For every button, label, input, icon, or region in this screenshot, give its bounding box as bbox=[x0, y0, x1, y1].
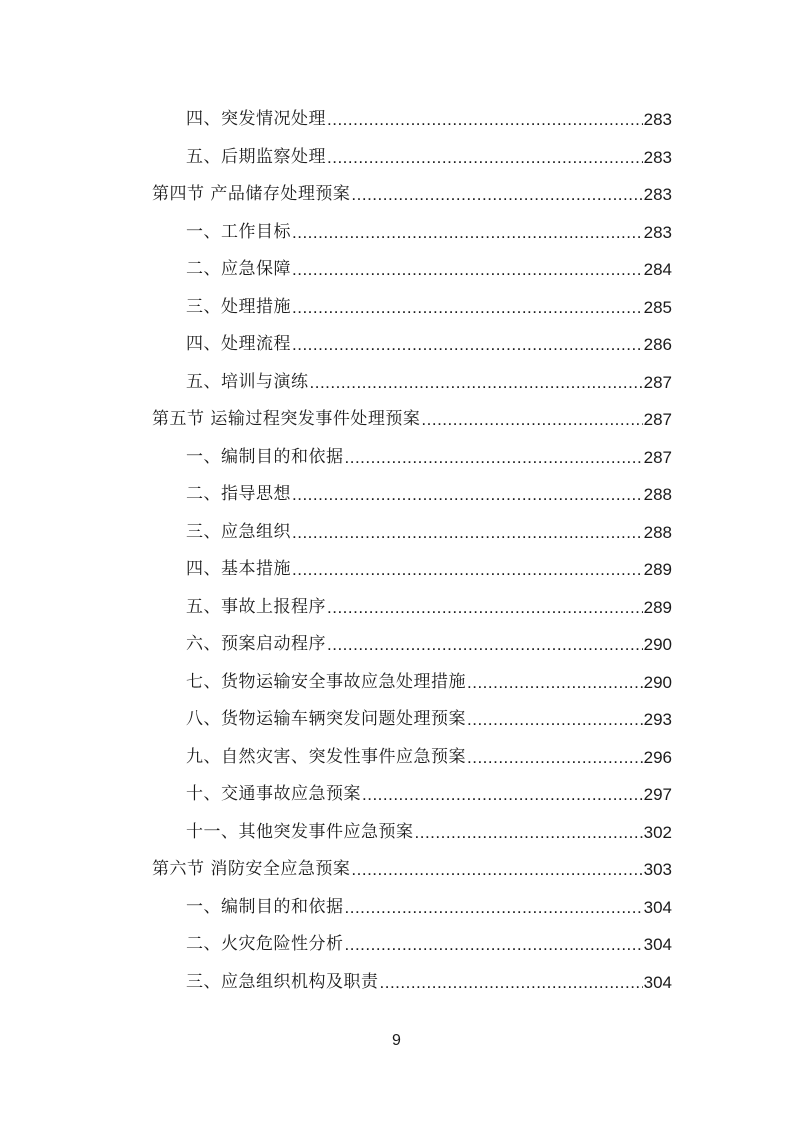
toc-entry-page: 288 bbox=[643, 485, 672, 504]
toc-entry[interactable] bbox=[152, 289, 672, 327]
toc-entry-page: 304 bbox=[643, 935, 672, 954]
toc-entry[interactable] bbox=[152, 814, 672, 852]
dot-leader bbox=[292, 514, 643, 552]
dot-leader bbox=[292, 289, 643, 327]
toc-entry[interactable] bbox=[152, 364, 672, 402]
dot-leader bbox=[292, 326, 643, 364]
dot-leader bbox=[351, 851, 642, 889]
toc-entry[interactable] bbox=[152, 739, 672, 777]
toc-entry-page: 303 bbox=[643, 860, 672, 879]
dot-leader bbox=[415, 814, 643, 852]
dot-leader bbox=[345, 439, 643, 477]
toc-entry-label: 三、应急组织机构及职责 bbox=[186, 971, 379, 992]
toc-entry[interactable] bbox=[152, 326, 672, 364]
toc-entry-label: 一、编制目的和依据 bbox=[186, 446, 344, 467]
toc-entry[interactable] bbox=[152, 589, 672, 627]
toc-entry-label: 三、处理措施 bbox=[186, 296, 291, 317]
table-of-contents bbox=[152, 101, 672, 1001]
toc-entry-label: 六、预案启动程序 bbox=[186, 634, 326, 654]
toc-entry-page: 289 bbox=[643, 597, 672, 617]
toc-entry-page: 287 bbox=[643, 372, 672, 392]
toc-entry-page: 287 bbox=[643, 410, 672, 429]
toc-entry-page: 283 bbox=[643, 147, 672, 167]
toc-entry-label: 十一、其他突发事件应急预案 bbox=[186, 821, 414, 842]
toc-entry-page: 304 bbox=[643, 897, 672, 917]
toc-section-entry[interactable] bbox=[152, 851, 672, 889]
toc-entry-label: 一、工作目标 bbox=[186, 221, 291, 242]
toc-entry-page: 284 bbox=[643, 260, 672, 279]
toc-entry-page: 293 bbox=[643, 710, 672, 729]
toc-entry[interactable] bbox=[152, 139, 672, 177]
toc-entry-label: 七、货物运输安全事故应急处理措施 bbox=[186, 671, 466, 692]
toc-entry-label: 二、应急保障 bbox=[186, 259, 291, 279]
dot-leader bbox=[345, 889, 643, 927]
toc-entry-label: 五、后期监察处理 bbox=[186, 146, 326, 167]
toc-entry-label: 二、火灾危险性分析 bbox=[186, 934, 344, 954]
toc-entry-label: 八、货物运输车辆突发问题处理预案 bbox=[186, 709, 466, 729]
toc-entry-label: 一、编制目的和依据 bbox=[186, 896, 344, 917]
dot-leader bbox=[467, 701, 643, 739]
toc-section-entry[interactable] bbox=[152, 176, 672, 214]
dot-leader bbox=[292, 551, 643, 589]
dot-leader bbox=[327, 101, 643, 139]
page-number: 9 bbox=[392, 1032, 401, 1049]
toc-entry[interactable] bbox=[152, 664, 672, 702]
toc-entry[interactable] bbox=[152, 439, 672, 477]
toc-entry-page: 290 bbox=[643, 635, 672, 654]
toc-entry[interactable] bbox=[152, 251, 672, 289]
dot-leader bbox=[351, 176, 642, 214]
dot-leader bbox=[327, 626, 643, 664]
toc-entry-page: 283 bbox=[643, 185, 672, 204]
toc-entry[interactable] bbox=[152, 514, 672, 552]
dot-leader bbox=[327, 139, 643, 177]
toc-entry-label: 四、处理流程 bbox=[186, 334, 291, 354]
toc-entry-page: 297 bbox=[643, 785, 672, 804]
toc-entry-label: 三、应急组织 bbox=[186, 521, 291, 542]
dot-leader bbox=[380, 964, 643, 1002]
toc-entry-page: 283 bbox=[643, 222, 672, 242]
dot-leader bbox=[292, 251, 643, 289]
toc-entry-page: 283 bbox=[643, 110, 672, 129]
dot-leader bbox=[327, 589, 643, 627]
toc-entry-page: 286 bbox=[643, 335, 672, 354]
toc-entry-page: 296 bbox=[643, 747, 672, 767]
toc-entry-page: 304 bbox=[643, 972, 672, 992]
toc-entry-label: 二、指导思想 bbox=[186, 484, 291, 504]
toc-entry[interactable] bbox=[152, 626, 672, 664]
toc-entry[interactable] bbox=[152, 214, 672, 252]
dot-leader bbox=[467, 739, 643, 777]
toc-entry-label: 九、自然灾害、突发性事件应急预案 bbox=[186, 746, 466, 767]
toc-entry[interactable] bbox=[152, 476, 672, 514]
toc-entry-page: 290 bbox=[643, 672, 672, 692]
dot-leader bbox=[292, 476, 643, 514]
dot-leader bbox=[345, 926, 643, 964]
toc-entry[interactable] bbox=[152, 551, 672, 589]
toc-entry-label: 五、事故上报程序 bbox=[186, 596, 326, 617]
toc-entry-page: 288 bbox=[643, 522, 672, 542]
dot-leader bbox=[467, 664, 643, 702]
toc-entry-label: 第六节 消防安全应急预案 bbox=[152, 859, 351, 879]
dot-leader bbox=[310, 364, 643, 402]
toc-entry[interactable] bbox=[152, 776, 672, 814]
dot-leader bbox=[421, 401, 642, 439]
toc-entry[interactable] bbox=[152, 926, 672, 964]
toc-entry-page: 287 bbox=[643, 447, 672, 467]
toc-entry-page: 302 bbox=[643, 822, 672, 842]
dot-leader bbox=[292, 214, 643, 252]
toc-entry-label: 十、交通事故应急预案 bbox=[186, 784, 361, 804]
toc-entry-label: 第五节 运输过程突发事件处理预案 bbox=[152, 409, 421, 429]
toc-section-entry[interactable] bbox=[152, 401, 672, 439]
toc-entry-page: 285 bbox=[643, 297, 672, 317]
toc-entry-label: 第四节 产品储存处理预案 bbox=[152, 184, 351, 204]
toc-entry-page: 289 bbox=[643, 560, 672, 579]
toc-entry[interactable] bbox=[152, 101, 672, 139]
dot-leader bbox=[362, 776, 643, 814]
toc-entry[interactable] bbox=[152, 701, 672, 739]
toc-entry-label: 四、突发情况处理 bbox=[186, 109, 326, 129]
toc-entry-label: 五、培训与演练 bbox=[186, 371, 309, 392]
toc-entry[interactable] bbox=[152, 889, 672, 927]
toc-entry[interactable] bbox=[152, 964, 672, 1002]
toc-entry-label: 四、基本措施 bbox=[186, 559, 291, 579]
